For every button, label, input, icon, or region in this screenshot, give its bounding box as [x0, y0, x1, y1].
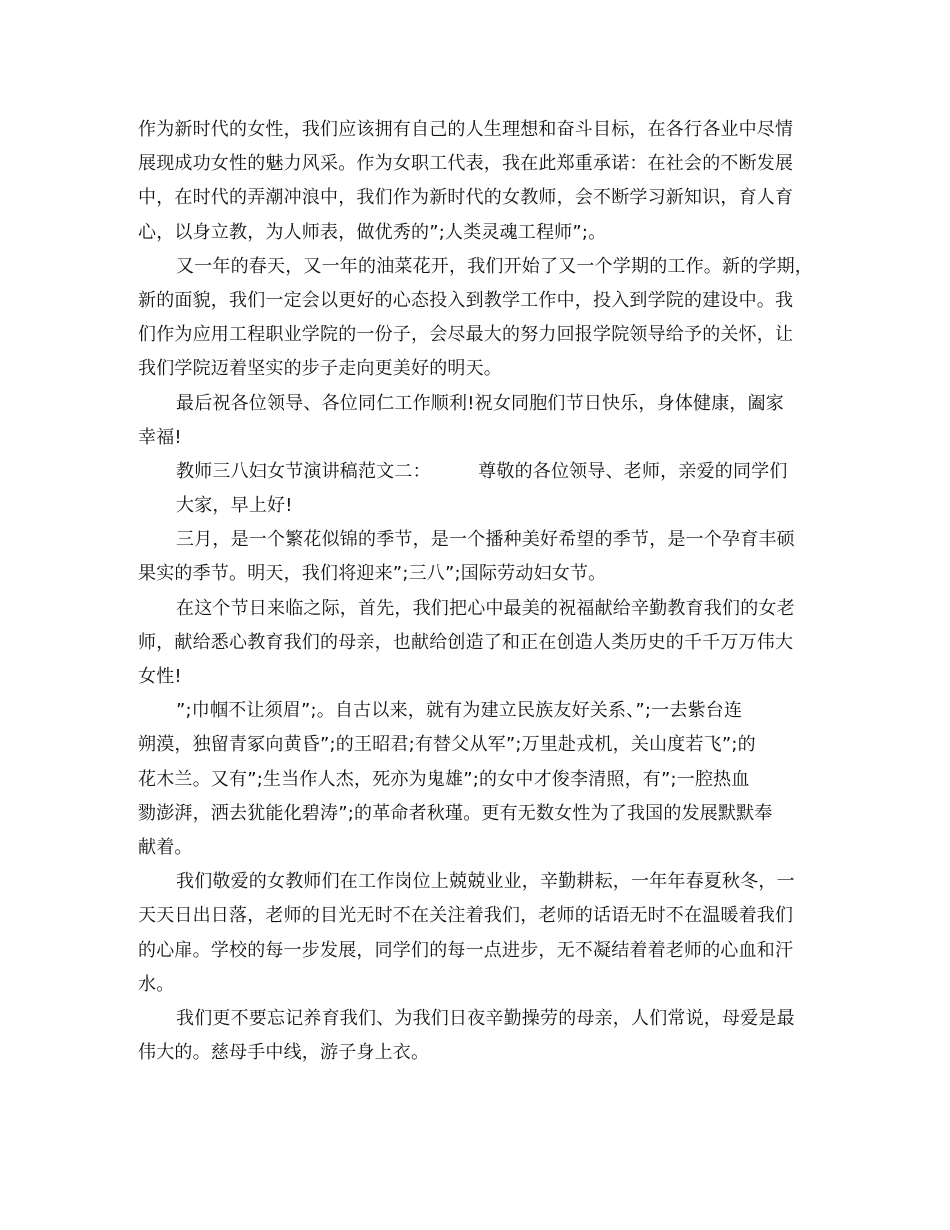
- text-line: 中，在时代的弄潮冲浪中，我们作为新时代的女教师，会不断学习新知识，育人育: [138, 187, 794, 209]
- text-line: 天天日出日落，老师的目光无时不在关注着我们，老师的话语无时不在温暖着我们: [138, 905, 794, 927]
- greeting: 大家，早上好!: [176, 495, 293, 517]
- document-body: [138, 113, 818, 1070]
- paragraph-start: ”;巾帼不让须眉”;。自古以来，就有为建立民族友好关系、”;一去紫台连: [176, 700, 743, 722]
- paragraph-start: 我们敬爱的女教师们在工作岗位上兢兢业业，辛勤耕耘，一年年春夏秋冬，一: [176, 871, 795, 893]
- text-line: 伟大的。慈母手中线，游子身上衣。: [138, 1042, 430, 1064]
- section-heading: 教师三八妇女节演讲稿范文二： 尊敬的各位领导、老师，亲爱的同学们: [176, 460, 788, 482]
- text-line: 女性!: [138, 666, 182, 687]
- paragraph-start: 在这个节日来临之际，首先，我们把心中最美的祝福献给辛勤教育我们的女老: [176, 597, 795, 619]
- text-line: 我们学院迈着坚实的步子走向更美好的明天。: [138, 358, 502, 380]
- paragraph-start: 我们更不要忘记养育我们、为我们日夜辛勤操劳的母亲，人们常说，母爱是最: [176, 1007, 795, 1029]
- text-line: 朔漠，独留青冢向黄昏”;的王昭君;有替父从军”;万里赴戎机，关山度若飞”;的: [138, 734, 756, 756]
- paragraph-start: 最后祝各位领导、各位同仁工作顺利!祝女同胞们节日快乐，身体健康，阖家: [176, 392, 785, 414]
- text-line: 作为新时代的女性，我们应该拥有自己的人生理想和奋斗目标，在各行各业中尽情: [138, 119, 794, 140]
- text-line: 展现成功女性的魅力风采。作为女职工代表，我在此郑重承诺：在社会的不断发展: [138, 153, 794, 175]
- text-line: 新的面貌，我们一定会以更好的心态投入到教学工作中，投入到学院的建设中。我: [138, 289, 794, 311]
- text-line: 心，以身立教，为人师表，做优秀的”;人类灵魂工程师”;。: [138, 221, 607, 243]
- paragraph-start: 三月，是一个繁花似锦的季节，是一个播种美好希望的季节，是一个孕育丰硕: [176, 529, 795, 551]
- text-line: 勠澎湃，洒去犹能化碧涛”;的革命者秋瑾。更有无数女性为了我国的发展默默奉: [138, 802, 773, 824]
- paragraph-start: 又一年的春天，又一年的油菜花开，我们开始了又一个学期的工作。新的学期，: [176, 255, 813, 277]
- text-line: 果实的季节。明天，我们将迎来”;三八”;国际劳动妇女节。: [138, 563, 607, 585]
- text-line: 们作为应用工程职业学院的一份子，会尽最大的努力回报学院领导给予的关怀，让: [138, 324, 794, 346]
- text-line: 幸福!: [138, 426, 182, 448]
- text-line: 的心扉。学校的每一步发展，同学们的每一点进步，无不凝结着着老师的心血和汗: [138, 939, 794, 961]
- text-line: 水。: [138, 973, 175, 995]
- text-line: 花木兰。又有”;生当作人杰，死亦为鬼雄”;的女中才俊李清照，有”;一腔热血: [138, 768, 750, 790]
- text-line: 献着。: [138, 836, 193, 858]
- text-line: 师，献给悉心教育我们的母亲，也献给创造了和正在创造人类历史的千千万万伟大: [138, 631, 794, 653]
